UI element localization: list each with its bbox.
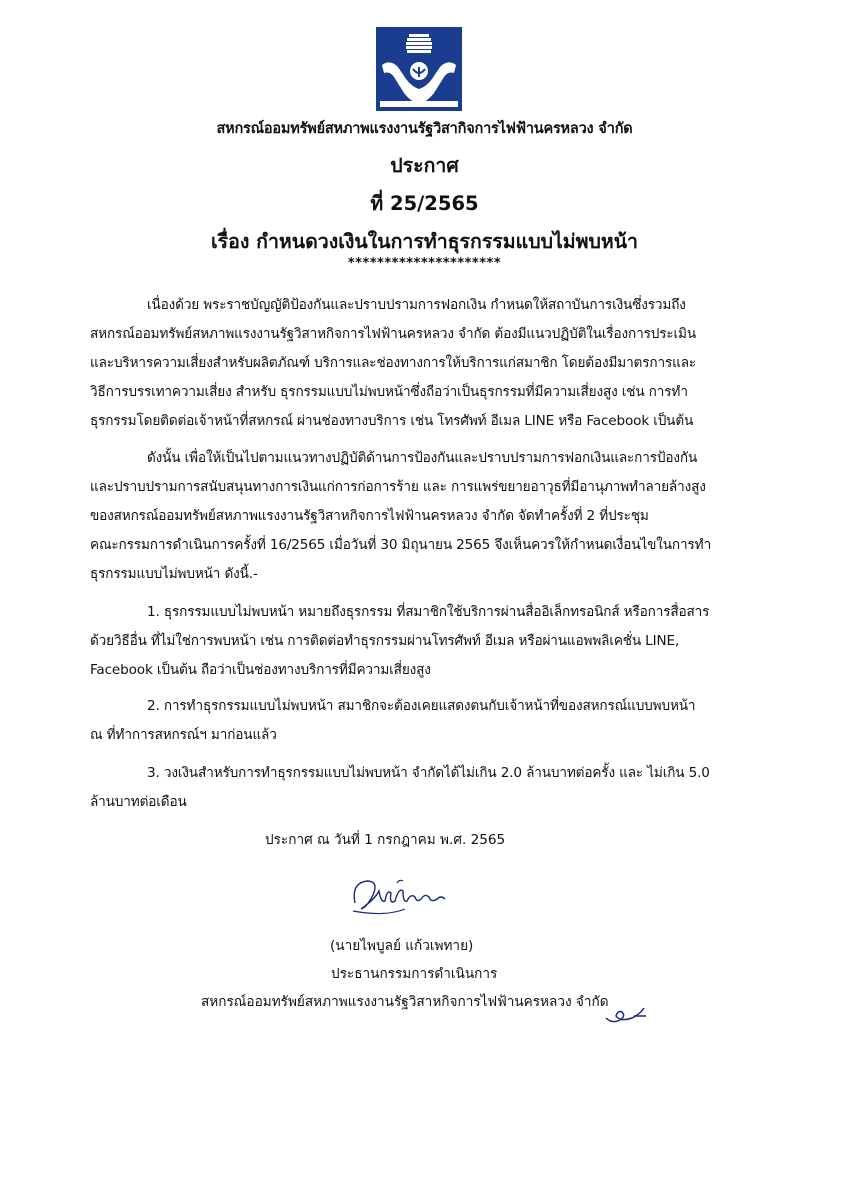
announcement-subject: เรื่อง กำหนดวงเงินในการทำธุรกรรมแบบไม่พบหน้า (211, 230, 638, 253)
divider: ********************* (347, 256, 502, 271)
paragraph2-line: และปราบปรามการสนับสนุนทางการเงินแก่การก่อการร้าย และ การแพร่ขยายอาวุธที่มีอานุภาพทำลายล้างสูง (90, 479, 706, 495)
cooperative-hands-logo-icon (376, 27, 462, 111)
announcement-number: ที่ 25/2565 (370, 192, 479, 215)
item3-line: 3. วงเงินสำหรับการทำธุรกรรมแบบไม่พบหน้า จำกัดได้ไม่เกิน 2.0 ล้านบาทต่อครั้ง และ ไม่เกิน 5.0 (147, 765, 710, 781)
item1-line: 1. ธุรกรรมแบบไม่พบหน้า หมายถึงธุรกรรม ที่สมาชิกใช้บริการผ่านสื่ออิเล็กทรอนิกส์ หรือการสื่อสาร (147, 604, 710, 620)
item3-line: ล้านบาทต่อเดือน (90, 794, 187, 810)
announcement-date: ประกาศ ณ วันที่ 1 กรกฎาคม พ.ศ. 2565 (265, 832, 506, 848)
paragraph1-line: และบริหารความเสี่ยงสำหรับผลิตภัณฑ์ บริการและช่องทางการให้บริการแก่สมาชิก โดยต้องมีมาตรการและ (90, 355, 697, 371)
paragraph1-line: ธุรกรรมโดยติดต่อเจ้าหน้าที่สหกรณ์ ผ่านช่องทางบริการ เช่น โทรศัพท์ อีเมล LINE หรือ Facebook เป็นต้น (90, 413, 694, 429)
paragraph1-line: วิธีการบรรเทาความเสี่ยง สำหรับ ธุรกรรมแบบไม่พบหน้าซึ่งถือว่าเป็นธุรกรรมที่มีความเสี่ยงสูง เช่น การทำ (90, 384, 688, 400)
paragraph1-line: เนื่องด้วย พระราชบัญญัติป้องกันและปราบปรามการฟอกเงิน กำหนดให้สถาบันการเงินซึ่งรวมถึง (147, 297, 686, 313)
item2-line: 2. การทำธุรกรรมแบบไม่พบหน้า สมาชิกจะต้องเคยแสดงตนกับเจ้าหน้าที่ของสหกรณ์แบบพบหน้า (147, 698, 696, 714)
item2-line: ณ ที่ทำการสหกรณ์ฯ มาก่อนแล้ว (90, 727, 277, 743)
signatory-position: ประธานกรรมการดำเนินการ (331, 966, 498, 982)
item1-line: ด้วยวิธีอื่น ที่ไม่ใช่การพบหน้า เช่น การติดต่อทำธุรกรรมผ่านโทรศัพท์ อีเมล หรือผ่านแอพพลิเคชั่น LINE, (90, 633, 680, 649)
signature-icon (345, 873, 455, 921)
signatory-organization: สหกรณ์ออมทรัพย์สหภาพแรงงานรัฐวิสาหกิจการไฟฟ้านครหลวง จำกัด (201, 994, 609, 1010)
paragraph2-line: ดังนั้น เพื่อให้เป็นไปตามแนวทางปฏิบัติด้านการป้องกันและปราบปรามการฟอกเงินและการป้องกัน (147, 450, 698, 466)
paragraph2-line: ธุรกรรมแบบไม่พบหน้า ดังนี้.- (90, 566, 258, 582)
signatory-name: (นายไพบูลย์ แก้วเพทาย) (330, 938, 474, 954)
announcement-heading: ประกาศ (390, 154, 459, 177)
organization-header: สหกรณ์ออมทรัพย์สหภาพแรงงานรัฐวิสากิจการไฟฟ้านครหลวง จำกัด (216, 121, 633, 137)
paragraph1-line: สหกรณ์ออมทรัพย์สหภาพแรงงานรัฐวิสาหกิจการไฟฟ้านครหลวง จำกัด ต้องมีแนวปฏิบัติในเรื่องการประเมิน (90, 326, 696, 342)
paragraph2-line: ของสหกรณ์ออมทรัพย์สหภาพแรงงานรัฐวิสาหกิจการไฟฟ้านครหลวง จำกัด จัดทำครั้งที่ 2 ที่ประชุม (90, 508, 649, 524)
item1-line: Facebook เป็นต้น ถือว่าเป็นช่องทางบริการที่มีความเสี่ยงสูง (90, 662, 431, 678)
initial-mark-icon (604, 1000, 650, 1026)
paragraph2-line: คณะกรรมการดำเนินการครั้งที่ 16/2565 เมื่อวันที่ 30 มิถุนายน 2565 จึงเห็นควรให้กำหนดเงื่อนไขในการทำ (90, 537, 712, 553)
